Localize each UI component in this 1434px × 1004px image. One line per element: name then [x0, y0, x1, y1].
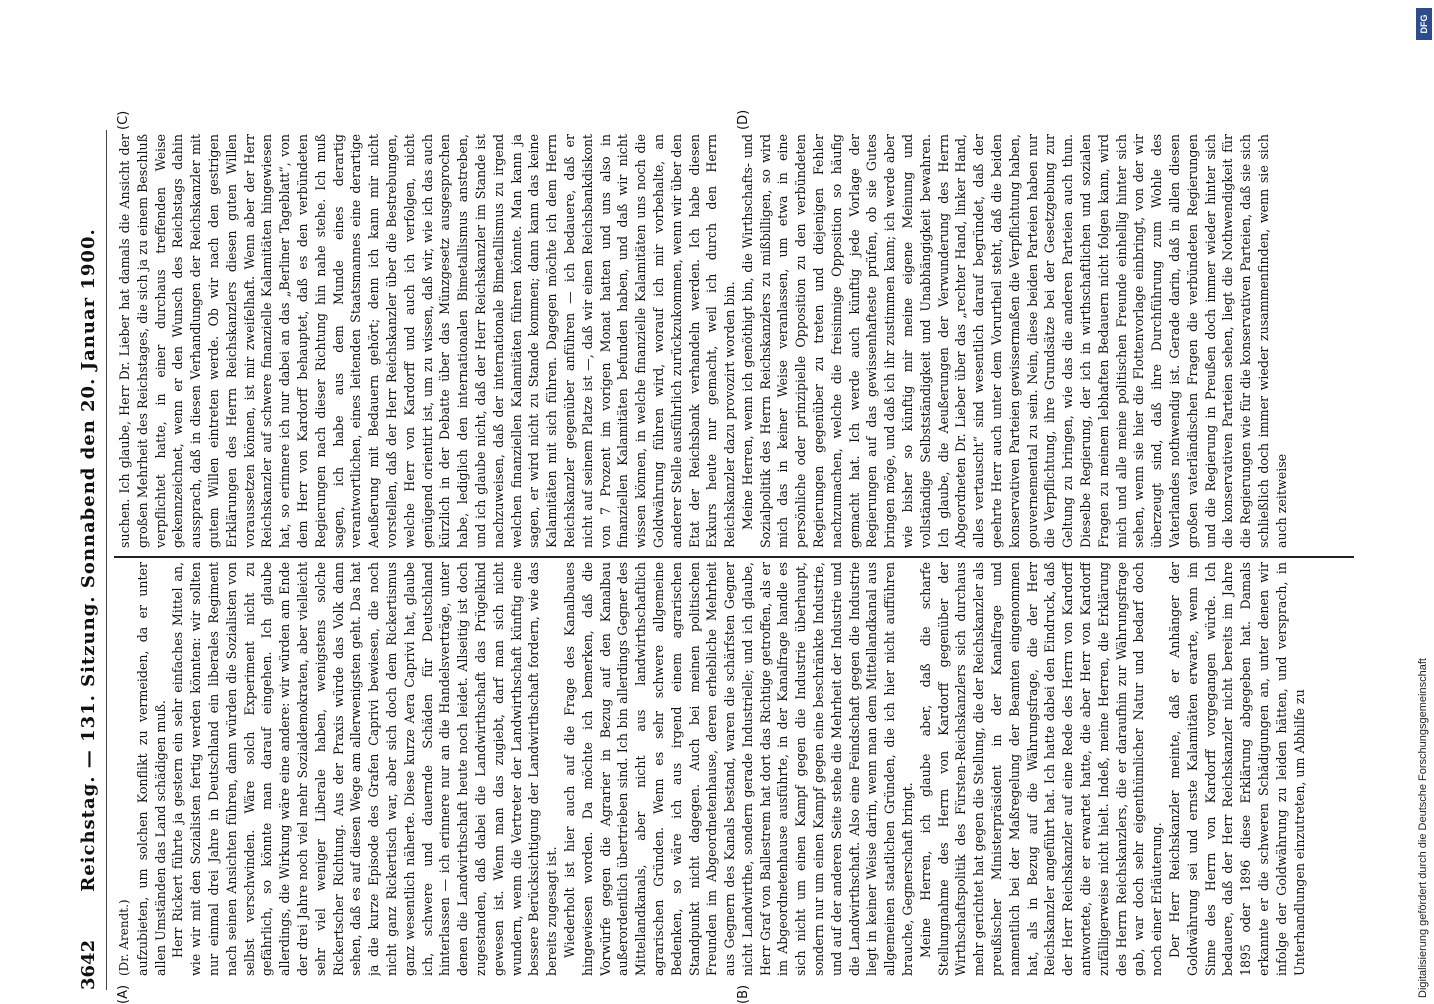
paragraph: suchen. Ich glaube, Herr Dr. Lieber hat damals die Ansicht der großen Mehrheit des Reichstages, die sich ja zu einem Beschluß verpflichtet hatte, in einer durchaus treffenden Weise gekennzeichnet, wenn er den Wunsch des Reichstags dahin aussprach, daß in diesen Verhandlungen der Reichskanzler mit gutem Willen eintreten werde. Ob wir nach den gestrigen Erklärungen des Herrn Reichskanzlers diesen guten Willen voraussetzen können, ist mir zweifelhaft. Wenn aber der Herr Reichskanzler auf schwere finanzielle Kalamitäten hingewiesen hat, so erinnere ich nur dabei an das „Berliner Tageblatt“, von dem Herr von Kardorff behauptet, daß es den verbündeten Regierungen nach dieser Richtung hin nahe stehe. Ich muß sagen, ich habe aus dem Munde eines derartig verantwortlichen, eines leitenden Staatsmannes eine derartige Aeußerung mit Bedauern gehört; denn ich kann mir nicht vorstellen, daß der Herr Reichskanzler über die Bestrebungen, welche Herr von Kardorff und auch ich verfolgen, nicht genügend orientirt ist, um zu wissen, daß wir, wie ich das auch kürzlich in der Debatte über das Münzgesetz ausgesprochen habe, lediglich den internationalen Bimetallismus anstreben, und ich glaube nicht, daß der Herr Reichskanzler im Stande ist nachzuweisen, daß der internationale Bimetallismus zu irgend welchen finanziellen Kalamitäten führen könnte. Man kann ja sagen, er wird nicht zu Stande kommen; dann kann das keine Kalamitäten mit sich führen. Dagegen möchte ich dem Herrn Reichskanzler gegenüber anführen — ich bedauere, daß er nicht auf seinem Platze ist —, daß wir einen Reichsbankdiskont von 7 Prozent im vorigen Monat hatten und uns also in finanziellen Kalamitäten befunden haben, und daß wir nicht wissen können, in welche finanzielle Kalamitäten uns noch die Goldwährung führen wird, worauf ich mir vorbehalte, an anderer Stelle ausführlich zurückzukommen, wenn wir über den Etat der Reichsbank verhandeln werden. Ich habe diesen Exkurs heute nur gemacht, weil ich durch den Herrn Reichskanzler dazu provozirt worden bin. [117, 134, 738, 548]
paragraph: aufzubieten, um solchen Konflikt zu vermeiden, da er unter allen Umständen das Land schädigen muß. [134, 562, 168, 976]
credit-text: Digitalisierung gefördert durch die Deutsche Forschungsgemeinschaft [1417, 658, 1429, 998]
left-column [116, 562, 1356, 976]
rotated-document-page [76, 109, 1366, 1004]
digitization-credit [1414, 8, 1432, 998]
paragraph: Herr Rickert führte ja gestern ein sehr einfaches Mittel an, wie wir mit den Sozialisten fertig werden könnten: wir sollten nur einmal drei Jahre in Deutschland ein liberales Regiment nach seinen Ansichten führen, dann würden die Sozialisten von selbst verschwinden. Wäre solch Experiment nicht zu gefährlich, so könnte man darauf eingehen. Ich glaube allerdings, die Wirkung wäre eine andere: wir würden am Ende der drei Jahre noch viel mehr Sozialdemokraten, aber vielleicht sehr viel weniger Liberale haben, wenigstens solche Rickertscher Richtung. Aus der Praxis würde das Volk dann sehen, daß es auf diesen Wege am allerwenigsten geht. Das hat ja die kurze Episode des Grafen Caprivi bewiesen, die noch nicht ganz Rickertisch war, aber sich doch dem Rickertismus ganz wesentlich näherte. Diese kurze Aera Caprivi hat, glaube ich, schwere und dauernde Schäden für Deutschland hinterlassen — ich erinnere nur an die Handelsverträge, unter denen die Landwirthschaft heute noch leidet. Allseitig ist doch zugestanden, daß dabei die Landwirthschaft das Prügelkind gewesen ist. Wenn man das zugiebt, darf man sich nicht wundern, wenn die Vertreter der Landwirthschaft künftig eine bessere Berücksichtigung der Landwirthschaft fordern, wie das bereits zugesagt ist. [170, 562, 560, 976]
margin-marker-a: (A) [116, 984, 131, 1004]
page-number: 3642 [78, 939, 99, 990]
margin-marker-d: (D) [736, 109, 751, 130]
paragraph: Meine Herren, ich glaube aber, daß die scharfe Stellungnahme des Herrn von Kardorff gegenüber der Wirthschaftspolitik des Fürsten-Reichskanzlers sich durchaus mehr gerichtet hat gegen die Stellung, die der Reichskanzler als preußischer Ministerpräsident in der Kanalfrage und namentlich bei der Maßregelung der Beamten eingenommen hat, als in Bezug auf die Währungsfrage, die der Herr Reichskanzler angeführt hat. Ich hatte dabei den Eindruck, daß der Herr Reichskanzler auf eine Rede des Herrn von Kardorff antwortete, die er erwartet hatte, die aber Herr von Kardorff zufälligerweise nicht hielt. Indeß, meine Herren, die Erklärung des Herrn Reichskanzlers, die er daraufhin zur Währungsfrage gab, war doch sehr eigenthümlicher Natur und bedarf doch noch einer Erläuterung. [917, 562, 1165, 976]
column-divider [114, 556, 1354, 558]
right-column [116, 134, 1356, 548]
dfg-logo [1416, 8, 1432, 40]
paragraph: Meine Herren, wenn ich genöthigt bin, die Wirthschafts- und Sozialpolitik des Herrn Reichskanzlers zu mißbilligen, so wird mich das in keiner Weise veranlassen, um etwa in eine persönliche oder prinzipielle Opposition zu den verbündeten Regierungen gegenüber zu treten und diejenigen Fehler nachzumachen, welche die freisinnige Opposition so häufig gemacht hat. Ich werde auch künftig jede Vorlage der Regierungen auf das gewissenhafteste prüfen, ob sie Gutes bringen möge, und daß ich ihr zustimmen kann; ich werde aber wie bisher so künftig mir meine eigene Meinung und vollständige Selbstständigkeit und Unabhängigkeit bewahren. Ich glaube, die Aeußerungen der Verwunderung des Herrn Abgeordneten Dr. Lieber über das „rechter Hand, linker Hand, alles vertauscht“ sind wesentlich darauf begründet, daß der geehrte Herr auch unter dem Vorurtheil steht, daß die beiden konservativen Parteien gewissermaßen die Verpflichtung haben, gouvernemental zu sein. Nein, diese beiden Parteien haben nur die Verpflichtung, ihre Grundsätze bei der Gesetzgebung zur Geltung zu bringen, wie das die anderen Parteien auch thun. Dieselbe Regierung, der ich in wirthschaftlichen und sozialen Fragen zu meinem lebhaften Bedauern nicht folgen kann, wird mich und alle meine politischen Freunde einhellig hinter sich sehen, wenn sie hier die Flottenvorlage einbringt, von der wir überzeugt sind, daß ihre Durchführung zum Wohle des Vaterlandes nothwendig ist. Gerade darin, daß in allen diesen großen vaterländischen Fragen die verbündeten Regierungen und die Regierung in Preußen doch immer wieder hinter sich die konservativen Parteien sehen, liegt die Nothwendigkeit für die Regierungen wie für die konservativen Parteien, daß sie sich schließlich doch immer wieder zusammenfinden, wenn sie sich auch zeitweise [739, 134, 1289, 548]
margin-marker-c: (C) [116, 110, 131, 130]
page-header [76, 130, 102, 990]
session-title: Reichstag. — 131. Sitzung. Sonnabend den 20. Januar 1900. [78, 228, 99, 892]
header-rule [106, 130, 107, 990]
dfg-logo-text: DFG [1419, 14, 1429, 34]
paragraph: Der Herr Reichskanzler meinte, daß er Anhänger der Goldwährung sei und ernste Kalamitäten erwarte, wenn im Sinne des Herrn von Kardorff vorgegangen würde. Ich bedauere, daß der Herr Reichskanzler nicht bereits im Jahre 1895 oder 1896 diese Erklärung abgegeben hat. Damals erkannte er die schweren Schädigungen an, unter denen wir infolge der Goldwährung zu leiden hätten, und versprach, in Unterhandlungen einzutreten, um Abhilfe zu [1167, 562, 1307, 976]
speaker-tag: (Dr. Arendt.) [117, 899, 131, 976]
margin-marker-b: (B) [736, 984, 751, 1004]
paragraph: Wiederholt ist hier auch auf die Frage des Kanalbaues hingewiesen worden. Da möchte ich bemerken, daß die Vorwürfe gegen die Agrarier in Bezug auf den Kanalbau außerordentlich übertrieben sind. Ich bin allerdings Gegner des Mittellandkanals, aber nicht aus landwirthschaftlich agrarischen Gründen. Wenn es sehr schwere allgemeine Bedenken, so wäre ich aus irgend einem agrarischen Standpunkt nicht dagegen. Auch bei meinen politischen Freunden im Abgeordnetenhause, deren erhebliche Mehrheit aus Gegnern des Kanals bestand, waren die schärfsten Gegner nicht Landwirthe, sondern gerade Industrielle; und ich glaube, Herr Graf von Ballestrem hat dort das Richtige getroffen, als er im Abgeordnetenhause ausführte, in der Kanalfrage handle es sich nicht um einen Kampf gegen die Industrie überhaupt, sondern nur um einen Kampf gegen eine beschränkte Industrie, und auf der anderen Seite stehe die Mehrheit der Industrie und die Landwirthschaft. Also eine Feindschaft gegen die Industrie liegt in keiner Weise darin, wenn man dem Mittellandkanal aus allgemeinen staatlichen Gründen, die ich hier nicht aufführen brauche, Gegnerschaft bringt. [561, 562, 916, 976]
